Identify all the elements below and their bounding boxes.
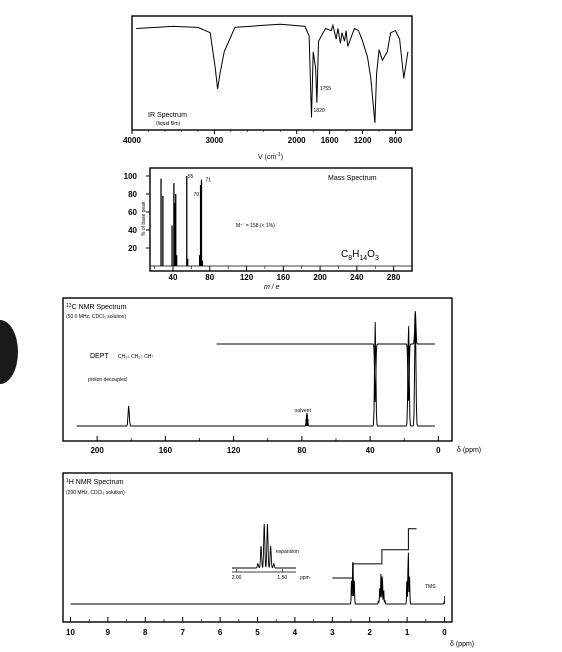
h1-trace bbox=[71, 553, 445, 604]
ir-x-label: V $(cm^{-1})$ bbox=[258, 152, 284, 161]
h1-x-unit: δ (ppm) bbox=[450, 641, 475, 648]
ms-peaks bbox=[161, 174, 211, 266]
ir-annotation-1755: 1755 bbox=[319, 86, 332, 92]
h1-expansion-tick-label: 1.50 bbox=[277, 575, 288, 581]
c13-x-tick-label: 0 bbox=[436, 446, 441, 455]
h1-expansion-axis bbox=[232, 569, 310, 581]
h1-conditions: (200 MHz, CDCl₃ solution) bbox=[66, 490, 125, 496]
h1-tms-label: TMS bbox=[425, 584, 436, 590]
ir-trace bbox=[136, 24, 408, 123]
ms-y-tick-label: 80 bbox=[128, 190, 137, 199]
h1-expansion-trace bbox=[232, 524, 296, 568]
c13-decoupled-trace bbox=[77, 314, 435, 426]
h1-x-tick-label: 10 bbox=[66, 628, 75, 637]
h1-x-tick-label: 8 bbox=[143, 628, 148, 637]
ms-peak-label: 71 bbox=[205, 177, 212, 184]
h1-integral bbox=[332, 529, 416, 578]
ms-panel bbox=[124, 168, 412, 291]
c13-solvent-label: solvent bbox=[295, 408, 311, 414]
c13-x-tick-label: 160 bbox=[158, 446, 173, 455]
c13-x-tick-label: 80 bbox=[297, 446, 307, 455]
ir-annotation-1820: 1820 bbox=[313, 108, 325, 114]
c13-dept-trace bbox=[217, 311, 435, 402]
c13-dept-label: DEPT bbox=[90, 353, 109, 360]
h1-expansion-tick-label: 2.00 bbox=[231, 575, 242, 581]
h1-x-tick-label: 4 bbox=[292, 628, 298, 637]
c13-conditions: (50.0 MHz, CDCl₃ solution) bbox=[66, 314, 127, 320]
c13-x-tick-label: 200 bbox=[90, 446, 104, 455]
c13-solvent-peak bbox=[305, 419, 308, 426]
c13-panel bbox=[63, 298, 481, 455]
ms-peak-label: 55 bbox=[187, 174, 194, 180]
h1-x-tick-label: 1 bbox=[404, 628, 410, 637]
ir-x-tick-label: 1600 bbox=[320, 136, 339, 145]
h1-x-tick-label: 2 bbox=[367, 628, 372, 637]
ms-x-tick-label: 80 bbox=[205, 273, 215, 282]
ms-formula: $C_8H_{14}O_3$ bbox=[341, 249, 379, 262]
ms-molecular-ion: M⁺˙ = 158 (< 1%) bbox=[236, 223, 275, 229]
h1-x-tick-label: 5 bbox=[255, 628, 260, 637]
h1-title: $^1$H NMR Spectrum bbox=[66, 478, 124, 486]
ms-y-tick-label: 40 bbox=[128, 226, 137, 235]
h1-expansion-label: expansion bbox=[276, 549, 299, 555]
ms-x-tick-label: 40 bbox=[168, 273, 178, 282]
ms-x-tick-label: 120 bbox=[239, 273, 254, 282]
ir-x-tick-label: 800 bbox=[388, 136, 403, 145]
ms-x-label: m / e bbox=[264, 284, 280, 291]
h1-x-axis bbox=[66, 596, 447, 637]
h1-x-tick-label: 6 bbox=[217, 628, 223, 637]
h1-x-tick-label: 9 bbox=[105, 628, 111, 637]
ir-x-ticks bbox=[123, 130, 403, 145]
c13-x-axis bbox=[63, 419, 441, 455]
h1-x-tick-label: 3 bbox=[330, 628, 335, 637]
ms-peak-label: 70 bbox=[193, 192, 200, 198]
ir-x-tick-label: 2000 bbox=[287, 136, 306, 145]
ms-x-tick-label: 200 bbox=[313, 273, 327, 282]
h1-expansion-unit: ppm bbox=[300, 575, 310, 581]
ms-x-tick-label: 160 bbox=[276, 273, 290, 282]
ir-x-tick-label: 3000 bbox=[205, 136, 224, 145]
ms-x-tick-label: 280 bbox=[386, 273, 401, 282]
ms-y-label: % of base peak bbox=[141, 201, 147, 236]
h1-x-tick-label: 0 bbox=[442, 628, 447, 637]
c13-dept-legend: CH₃↓ CH₂↑ CH↑ bbox=[118, 354, 154, 360]
ir-x-tick-label: 1200 bbox=[353, 136, 372, 145]
ms-y-tick-label: 20 bbox=[128, 244, 137, 253]
ir-x-tick-label: 4000 bbox=[123, 136, 141, 145]
c13-x-tick-label: 40 bbox=[365, 446, 375, 455]
c13-x-tick-label: 120 bbox=[226, 446, 241, 455]
ms-x-tick-label: 240 bbox=[350, 273, 364, 282]
c13-decoupled-label: proton decoupled bbox=[88, 377, 127, 383]
ms-y-tick-label: 60 bbox=[128, 208, 137, 217]
c13-title: $^{13}$C NMR Spectrum bbox=[66, 303, 127, 311]
ir-title: IR Spectrum bbox=[148, 112, 187, 119]
h1-x-tick-label: 7 bbox=[180, 628, 185, 637]
ms-title: Mass Spectrum bbox=[328, 175, 377, 182]
ir-panel bbox=[123, 16, 412, 161]
h1-panel bbox=[63, 473, 474, 648]
ir-subtitle: (liquid film) bbox=[156, 121, 181, 127]
c13-x-unit: δ (ppm) bbox=[457, 447, 482, 454]
ms-y-tick-label: 100 bbox=[123, 172, 137, 181]
